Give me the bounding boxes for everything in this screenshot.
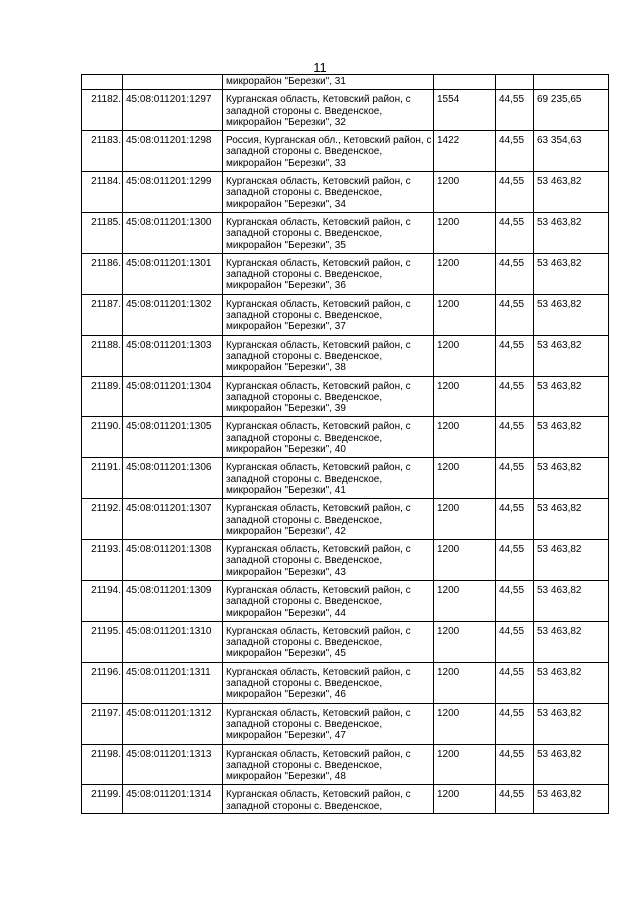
area: 1200 — [434, 417, 496, 458]
cadastral-value: 53 463,82 — [534, 785, 609, 814]
cadastral-number: 45:08:011201:1298 — [123, 131, 223, 172]
area: 1200 — [434, 499, 496, 540]
cadastral-number: 45:08:011201:1314 — [123, 785, 223, 814]
rate: 44,55 — [496, 458, 534, 499]
cadastral-number: 45:08:011201:1301 — [123, 253, 223, 294]
cadastral-value: 53 463,82 — [534, 335, 609, 376]
row-number: 21191. — [82, 458, 123, 499]
cadastral-value: 53 463,82 — [534, 703, 609, 744]
cadastral-value — [534, 75, 609, 90]
address: Курганская область, Кетовский район, с западной стороны с. Введенское, микрорайон "Березки", 34 — [223, 172, 434, 213]
cadastral-value: 53 463,82 — [534, 540, 609, 581]
area: 1200 — [434, 703, 496, 744]
rate: 44,55 — [496, 131, 534, 172]
address: Курганская область, Кетовский район, с западной стороны с. Введенское, микрорайон "Березки", 42 — [223, 499, 434, 540]
row-number: 21192. — [82, 499, 123, 540]
cadastral-value: 53 463,82 — [534, 253, 609, 294]
area: 1554 — [434, 90, 496, 131]
area: 1200 — [434, 785, 496, 814]
cadastral-number: 45:08:011201:1306 — [123, 458, 223, 499]
cadastral-value: 63 354,63 — [534, 131, 609, 172]
address: Курганская область, Кетовский район, с западной стороны с. Введенское, микрорайон "Березки", 40 — [223, 417, 434, 458]
row-number: 21190. — [82, 417, 123, 458]
cadastral-value: 53 463,82 — [534, 499, 609, 540]
row-number — [82, 75, 123, 90]
rate: 44,55 — [496, 294, 534, 335]
rate: 44,55 — [496, 540, 534, 581]
cadastral-number: 45:08:011201:1312 — [123, 703, 223, 744]
table-row — [82, 335, 609, 376]
address: Курганская область, Кетовский район, с западной стороны с. Введенское, микрорайон "Березки", 44 — [223, 580, 434, 621]
address: Курганская область, Кетовский район, с западной стороны с. Введенское, микрорайон "Березки", 32 — [223, 90, 434, 131]
address: Россия, Курганская обл., Кетовский район, с западной стороны с. Введенское, микрорайон "Березки", 33 — [223, 131, 434, 172]
rate: 44,55 — [496, 703, 534, 744]
page-number: 11 — [313, 60, 327, 75]
address: Курганская область, Кетовский район, с западной стороны с. Введенское, микрорайон "Березки", 47 — [223, 703, 434, 744]
row-number: 21182. — [82, 90, 123, 131]
area: 1200 — [434, 172, 496, 213]
table-row — [82, 458, 609, 499]
table-row — [82, 90, 609, 131]
row-number: 21194. — [82, 580, 123, 621]
cadastral-number: 45:08:011201:1313 — [123, 744, 223, 785]
area: 1200 — [434, 744, 496, 785]
row-number: 21193. — [82, 540, 123, 581]
area: 1200 — [434, 212, 496, 253]
row-number: 21188. — [82, 335, 123, 376]
area: 1200 — [434, 580, 496, 621]
cadastral-value: 53 463,82 — [534, 744, 609, 785]
cadastral-value: 53 463,82 — [534, 294, 609, 335]
address: Курганская область, Кетовский район, с западной стороны с. Введенское, — [223, 785, 434, 814]
table-row — [82, 744, 609, 785]
rate: 44,55 — [496, 621, 534, 662]
cadastral-number — [123, 75, 223, 90]
row-number: 21197. — [82, 703, 123, 744]
address: Курганская область, Кетовский район, с западной стороны с. Введенское, микрорайон "Березки", 36 — [223, 253, 434, 294]
row-number: 21196. — [82, 662, 123, 703]
address: микрорайон "Березки", 31 — [223, 75, 434, 90]
cadastral-value: 53 463,82 — [534, 580, 609, 621]
table-row — [82, 540, 609, 581]
rate: 44,55 — [496, 580, 534, 621]
cadastral-value: 53 463,82 — [534, 212, 609, 253]
table-row — [82, 621, 609, 662]
table-row — [82, 499, 609, 540]
cadastral-value: 53 463,82 — [534, 458, 609, 499]
row-number: 21184. — [82, 172, 123, 213]
row-number: 21183. — [82, 131, 123, 172]
cadastral-value: 53 463,82 — [534, 662, 609, 703]
address: Курганская область, Кетовский район, с западной стороны с. Введенское, микрорайон "Березки", 35 — [223, 212, 434, 253]
address: Курганская область, Кетовский район, с западной стороны с. Введенское, микрорайон "Березки", 39 — [223, 376, 434, 417]
row-number: 21195. — [82, 621, 123, 662]
table-row — [82, 75, 609, 90]
table-row — [82, 131, 609, 172]
area: 1200 — [434, 335, 496, 376]
rate: 44,55 — [496, 172, 534, 213]
area: 1200 — [434, 662, 496, 703]
area: 1200 — [434, 253, 496, 294]
cadastral-number: 45:08:011201:1308 — [123, 540, 223, 581]
cadastral-value: 53 463,82 — [534, 621, 609, 662]
row-number: 21199. — [82, 785, 123, 814]
rate: 44,55 — [496, 499, 534, 540]
row-number: 21186. — [82, 253, 123, 294]
row-number: 21198. — [82, 744, 123, 785]
rate: 44,55 — [496, 744, 534, 785]
table-body — [82, 75, 609, 814]
rate: 44,55 — [496, 212, 534, 253]
cadastral-number: 45:08:011201:1297 — [123, 90, 223, 131]
cadastral-value: 53 463,82 — [534, 417, 609, 458]
table-row — [82, 376, 609, 417]
cadastral-number: 45:08:011201:1305 — [123, 417, 223, 458]
cadastral-value: 53 463,82 — [534, 172, 609, 213]
address: Курганская область, Кетовский район, с западной стороны с. Введенское, микрорайон "Березки", 43 — [223, 540, 434, 581]
cadastral-number: 45:08:011201:1300 — [123, 212, 223, 253]
cadastral-number: 45:08:011201:1304 — [123, 376, 223, 417]
table-row — [82, 662, 609, 703]
address: Курганская область, Кетовский район, с западной стороны с. Введенское, микрорайон "Березки", 38 — [223, 335, 434, 376]
table-row — [82, 172, 609, 213]
rate — [496, 75, 534, 90]
cadastral-number: 45:08:011201:1311 — [123, 662, 223, 703]
cadastral-value: 69 235,65 — [534, 90, 609, 131]
cadastral-number: 45:08:011201:1307 — [123, 499, 223, 540]
table-row — [82, 703, 609, 744]
area: 1200 — [434, 458, 496, 499]
table-row — [82, 417, 609, 458]
area: 1422 — [434, 131, 496, 172]
table-row — [82, 253, 609, 294]
land-plot-table — [81, 74, 609, 814]
rate: 44,55 — [496, 662, 534, 703]
area — [434, 75, 496, 90]
table-row — [82, 785, 609, 814]
address: Курганская область, Кетовский район, с западной стороны с. Введенское, микрорайон "Березки", 37 — [223, 294, 434, 335]
area: 1200 — [434, 376, 496, 417]
rate: 44,55 — [496, 253, 534, 294]
address: Курганская область, Кетовский район, с западной стороны с. Введенское, микрорайон "Березки", 45 — [223, 621, 434, 662]
address: Курганская область, Кетовский район, с западной стороны с. Введенское, микрорайон "Березки", 46 — [223, 662, 434, 703]
table-row — [82, 580, 609, 621]
area: 1200 — [434, 294, 496, 335]
rate: 44,55 — [496, 785, 534, 814]
cadastral-number: 45:08:011201:1309 — [123, 580, 223, 621]
address: Курганская область, Кетовский район, с западной стороны с. Введенское, микрорайон "Березки", 48 — [223, 744, 434, 785]
cadastral-value: 53 463,82 — [534, 376, 609, 417]
row-number: 21189. — [82, 376, 123, 417]
address: Курганская область, Кетовский район, с западной стороны с. Введенское, микрорайон "Березки", 41 — [223, 458, 434, 499]
rate: 44,55 — [496, 376, 534, 417]
cadastral-number: 45:08:011201:1302 — [123, 294, 223, 335]
area: 1200 — [434, 540, 496, 581]
rate: 44,55 — [496, 90, 534, 131]
row-number: 21185. — [82, 212, 123, 253]
cadastral-number: 45:08:011201:1310 — [123, 621, 223, 662]
row-number: 21187. — [82, 294, 123, 335]
table-row — [82, 212, 609, 253]
rate: 44,55 — [496, 417, 534, 458]
rate: 44,55 — [496, 335, 534, 376]
table-row — [82, 294, 609, 335]
cadastral-number: 45:08:011201:1299 — [123, 172, 223, 213]
cadastral-number: 45:08:011201:1303 — [123, 335, 223, 376]
area: 1200 — [434, 621, 496, 662]
